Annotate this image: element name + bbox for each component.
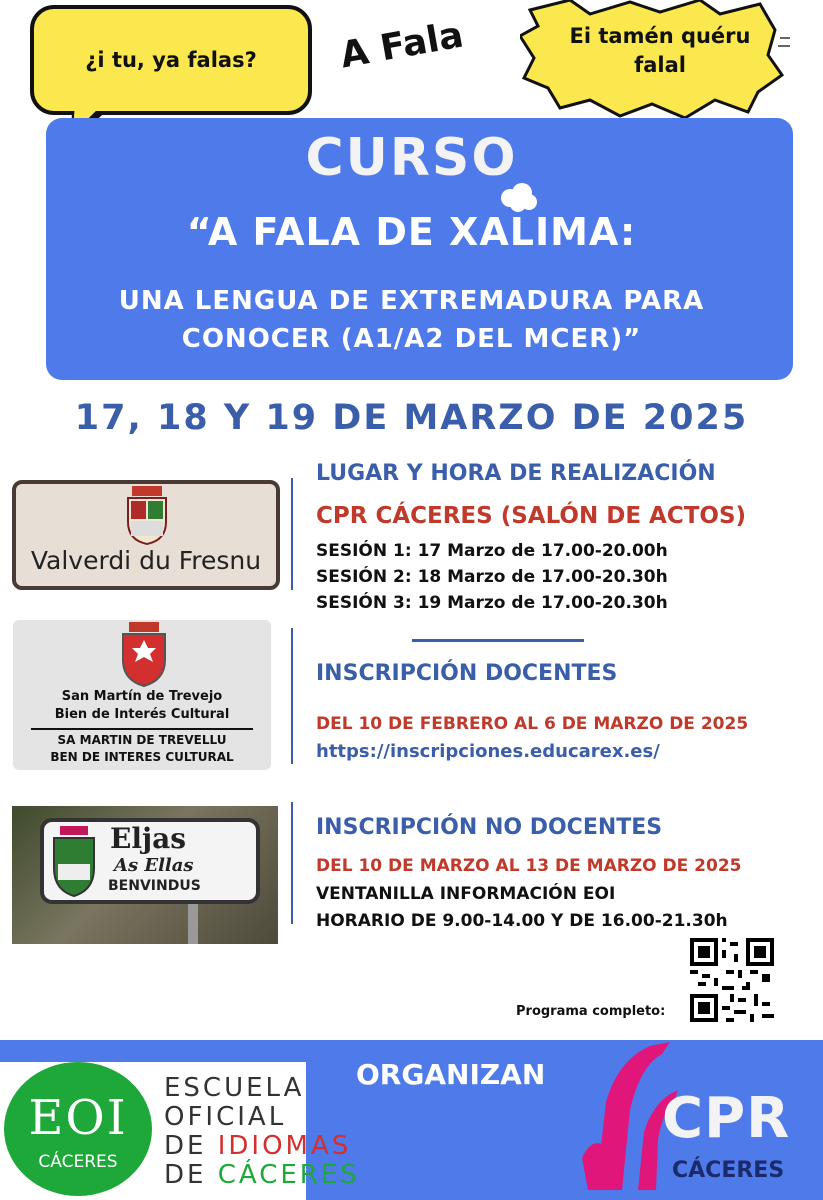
teachers-dates: DEL 10 DE FEBRERO AL 6 DE MARZO DE 2025	[316, 714, 749, 734]
divider-line	[291, 478, 293, 590]
a-fala-title: A Fala	[337, 14, 467, 77]
course-dates: 17, 18 Y 19 DE MARZO DE 2025	[74, 398, 749, 438]
teachers-heading: INSCRIPCIÓN DOCENTES	[316, 661, 618, 686]
coat-of-arms-icon	[50, 824, 98, 898]
sanmartin-sign	[13, 620, 271, 770]
eoi-name	[164, 1074, 360, 1190]
eoi-logo-text: EOI	[28, 1090, 128, 1146]
eoi-name-line-2: OFICIAL	[164, 1102, 287, 1132]
program-label: Programa completo:	[516, 1004, 666, 1019]
eljas-sign-name-fala: As Ellas	[114, 855, 194, 876]
non-teachers-dates: DEL 10 DE MARZO AL 13 DE MARZO DE 2025	[316, 856, 742, 876]
cpr-logo-city: CÁCERES	[672, 1158, 785, 1183]
course-title: “A FALA DE XALIMA:	[186, 210, 637, 254]
cpr-logo-text: CPR	[662, 1086, 791, 1151]
session-1: SESIÓN 1: 17 Marzo de 17.00-20.00h	[316, 541, 668, 561]
sign-post	[188, 904, 198, 944]
venue-place: CPR CÁCERES (SALÓN DE ACTOS)	[316, 503, 747, 529]
eljas-sign	[40, 818, 260, 904]
non-teachers-heading: INSCRIPCIÓN NO DOCENTES	[316, 815, 663, 840]
sign-divider	[31, 728, 253, 730]
organizers-heading: ORGANIZAN	[356, 1058, 546, 1091]
eljas-sign-welcome: BENVINDUS	[108, 878, 201, 894]
eoi-name-line-4: DE CÁCERES	[164, 1160, 360, 1190]
section-separator	[412, 639, 584, 642]
venue-heading: LUGAR Y HORA DE REALIZACIÓN	[316, 461, 716, 486]
course-subtitle-line-2: CONOCER (A1/A2 DEL MCER)”	[181, 323, 642, 354]
course-heading: CURSO	[305, 128, 518, 188]
sanmartin-sign-text-bottom	[13, 732, 271, 766]
eoi-logo-city: CÁCERES	[38, 1152, 118, 1172]
eoi-logo	[4, 1062, 152, 1196]
valverde-sign-text: Valverdi du Fresnu	[30, 546, 262, 575]
sanmartin-line-1: San Martín de Trevejo	[61, 689, 223, 704]
eljas-sign-name: Eljas	[110, 822, 187, 855]
bubble-right-line-1: Ei tamén quéru	[569, 24, 751, 48]
coat-of-arms-icon	[120, 484, 174, 546]
bubble-left-text: ¿i tu, ya falas?	[85, 48, 257, 72]
sanmartin-line-4: BEN DE INTERES CULTURAL	[50, 749, 234, 764]
cloud-icon	[498, 180, 540, 214]
divider-line	[291, 802, 293, 924]
speech-bubble-left	[30, 5, 312, 115]
qr-code-icon[interactable]	[690, 938, 774, 1022]
coat-of-arms-icon	[113, 620, 175, 688]
sanmartin-sign-text-top	[13, 688, 271, 723]
sanmartin-line-3: SA MARTIN DE TREVELLU	[57, 733, 227, 747]
course-subtitle-line-1: UNA LENGUA DE EXTREMADURA PARA	[118, 286, 705, 316]
non-teachers-line-2: HORARIO DE 9.00-14.00 Y DE 16.00-21.30h	[316, 911, 728, 931]
session-3: SESIÓN 3: 19 Marzo de 17.00-20.30h	[316, 593, 668, 613]
session-2: SESIÓN 2: 18 Marzo de 17.00-20.30h	[316, 567, 668, 587]
divider-line	[291, 628, 293, 764]
bubble-right-text	[545, 22, 775, 81]
eoi-name-line-3: DE IDIOMAS	[164, 1131, 352, 1161]
eoi-name-line-1: ESCUELA	[164, 1073, 305, 1103]
registration-link[interactable]: https://inscripciones.educarex.es/	[316, 741, 660, 762]
eljas-photo	[12, 806, 278, 944]
sanmartin-line-2: Bien de Interés Cultural	[54, 706, 230, 722]
course-subtitle	[0, 283, 823, 358]
valverde-sign	[12, 480, 280, 590]
bubble-right-line-2: falal	[634, 53, 686, 78]
non-teachers-line-1: VENTANILLA INFORMACIÓN EOI	[316, 884, 616, 904]
